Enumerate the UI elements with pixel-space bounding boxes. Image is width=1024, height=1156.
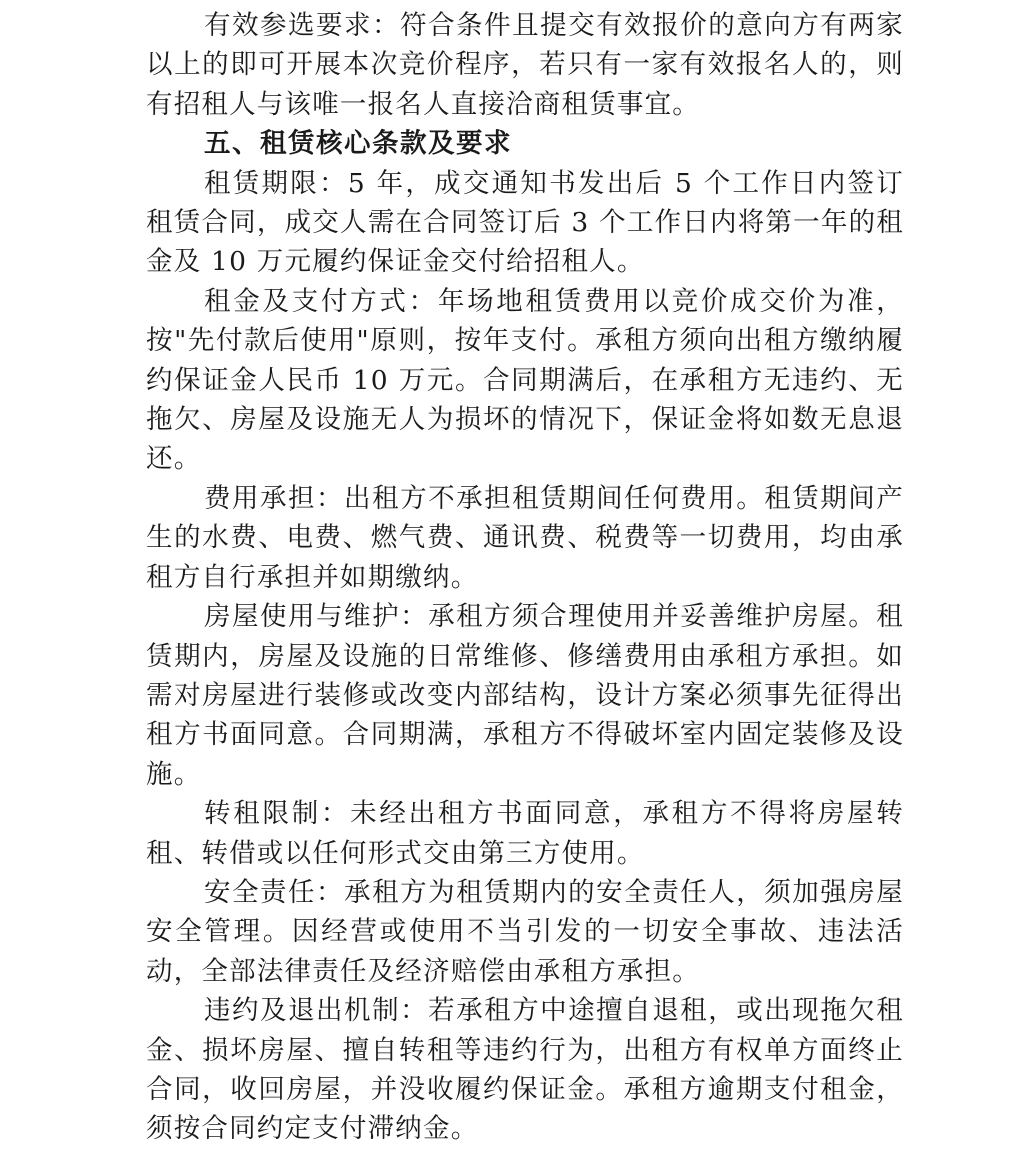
paragraph-rent-payment: 租金及支付方式：年场地租赁费用以竞价成交价为准，按"先付款后使用"原则，按年支付。承租方须向出租方缴纳履约保证金人民币 10 万元。合同期满后，在承租方无违约、无拖欠、房屋及设施无人为损坏的情况下，保证金将如数无息退还。 (146, 285, 904, 475)
paragraph-lease-period: 租赁期限：5 年，成交通知书发出后 5 个工作日内签订租赁合同，成交人需在合同签订后 3 个工作日内将第一年的租金及 10 万元履约保证金交付给招租人。 (146, 167, 904, 278)
paragraph-sublease-restriction: 转租限制：未经出租方书面同意，承租方不得将房屋转租、转借或以任何形式交由第三方使用。 (146, 798, 904, 869)
paragraph-safety-responsibility: 安全责任：承租方为租赁期内的安全责任人，须加强房屋安全管理。因经营或使用不当引发的一切安全事故、违法活动，全部法律责任及经济赔偿由承租方承担。 (146, 876, 904, 987)
paragraph-bid-requirement: 有效参选要求：符合条件且提交有效报价的意向方有两家以上的即可开展本次竞价程序，若只有一家有效报名人的，则有招租人与该唯一报名人直接洽商租赁事宜。 (146, 10, 904, 120)
paragraph-breach-exit: 违约及退出机制：若承租方中途擅自退租，或出现拖欠租金、损坏房屋、擅自转租等违约行为，出租方有权单方面终止合同，收回房屋，并没收履约保证金。承租方逾期支付租金，须按合同约定支付滞纳金。 (146, 995, 904, 1145)
document-body (146, 6, 904, 1149)
paragraph-use-maintenance: 房屋使用与维护：承租方须合理使用并妥善维护房屋。租赁期内，房屋及设施的日常维修、修缮费用由承租方承担。如需对房屋进行装修或改变内部结构，设计方案必须事先征得出租方书面同意。合同期满，承租方不得破坏室内固定装修及设施。 (146, 601, 904, 790)
paragraph-cost-bearing: 费用承担：出租方不承担租赁期间任何费用。租赁期间产生的水费、电费、燃气费、通讯费、税费等一切费用，均由承租方自行承担并如期缴纳。 (146, 482, 904, 593)
section-heading-lease-terms: 五、租赁核心条款及要求 (204, 128, 512, 160)
